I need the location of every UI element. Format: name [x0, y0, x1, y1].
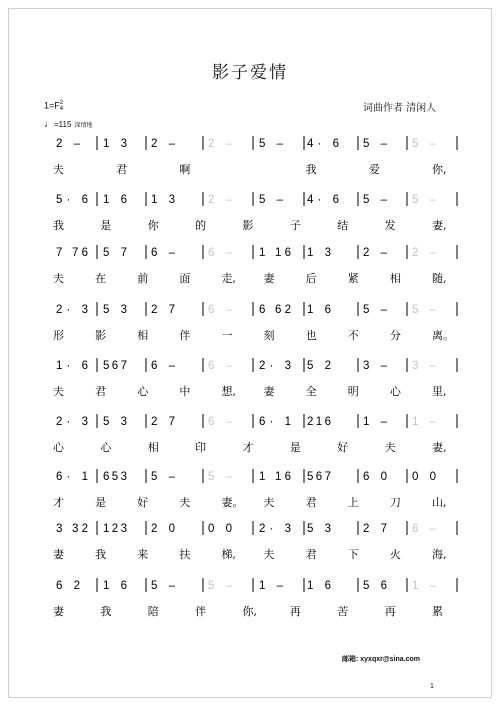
note-group: 1 – [363, 416, 387, 428]
lyric-char: 影 [242, 219, 254, 232]
lyric-char: 君 [305, 496, 317, 509]
lyric-char: 刻 [263, 329, 275, 342]
note-group: 653 [103, 471, 127, 483]
note-group: 1 16 [259, 471, 291, 483]
lyric-char: 明 [347, 385, 359, 398]
lyric-char: 影 [95, 329, 107, 342]
note-group: 2 7 [151, 416, 175, 428]
note-group: 6 0 [363, 471, 387, 483]
note-group: 5 – [363, 194, 387, 206]
lyric-char: 面 [179, 272, 191, 285]
note-group: 2· 3 [56, 304, 88, 316]
lyric-char: 伴 [179, 329, 191, 342]
lyric-char: 前 [137, 272, 149, 285]
lyric-char: 你, [432, 163, 447, 176]
note-group: 2 – [56, 138, 80, 150]
lyric-char: 好 [137, 496, 149, 509]
tempo-mood: 深情地 [74, 123, 93, 129]
lyric-char: 我 [53, 219, 64, 232]
lyric-char: 伴 [195, 605, 207, 618]
lyric-char: 在 [95, 272, 107, 285]
note-group: 2 – [208, 138, 232, 150]
note-group: 5 – [412, 194, 436, 206]
lyric-char: 是 [100, 219, 112, 232]
lyric-char: 相 [389, 272, 401, 285]
song-title: 影子爱情 [212, 63, 288, 83]
lyric-char: 夫 [384, 441, 396, 454]
lyric-char: 后 [305, 272, 317, 285]
lyric-char: 下 [347, 548, 359, 561]
note-group: 3 – [412, 360, 436, 372]
note-group: 1 6 [103, 194, 127, 206]
lyric-char: 中 [179, 385, 191, 398]
lyric-char: 再 [384, 605, 396, 618]
note-group: 2 7 [363, 523, 387, 535]
note-group: 5 2 [307, 360, 331, 372]
note-group: 7 76 [56, 247, 88, 259]
lyric-char: 分 [389, 329, 401, 342]
lyric-char: 里, [432, 385, 447, 398]
note-group: 6 2 [56, 580, 80, 592]
note-group: 3 – [363, 360, 387, 372]
note-group: 1 6 [307, 580, 331, 592]
lyric-char: 我 [100, 605, 112, 618]
lyric-char: 是 [289, 441, 301, 454]
note-group: 5 – [412, 304, 436, 316]
lyric-char: 刀 [389, 496, 401, 509]
lyric-char: 妻 [263, 272, 275, 285]
note-group: 1 – [412, 580, 436, 592]
note-group: 2 – [363, 247, 387, 259]
lyric-char: 形 [53, 329, 64, 342]
lyric-char: 妻 [53, 548, 64, 561]
note-group: 1 3 [103, 138, 127, 150]
note-group: 6 – [412, 523, 436, 535]
note-group: 5· 6 [56, 194, 88, 206]
note-group: 1 – [259, 580, 283, 592]
note-group: 5 – [208, 580, 232, 592]
note-group: 5 – [151, 580, 175, 592]
note-group: 5 7 [103, 247, 127, 259]
lyric-char: 山, [432, 496, 447, 509]
lyric-char: 夫 [53, 272, 64, 285]
lyric-char: 是 [95, 496, 107, 509]
lyric-char: 来 [137, 548, 149, 561]
composer-credit: 词曲作者 清闲人 [363, 103, 437, 114]
tempo-value: =115 [54, 120, 72, 129]
lyric-char: 海, [432, 548, 447, 561]
note-group: 6 – [208, 360, 232, 372]
lyric-char: 不 [347, 329, 359, 342]
note-group: 5 – [412, 138, 436, 150]
note-group: 6 – [151, 360, 175, 372]
lyric-char: 好 [337, 441, 349, 454]
note-group: 1 16 [259, 247, 291, 259]
note-group: 567 [307, 471, 331, 483]
lyric-char: 也 [305, 329, 317, 342]
note-group: 4· 6 [307, 194, 339, 206]
lyric-char: 才 [53, 496, 64, 509]
note-group: 5 – [363, 304, 387, 316]
key-prefix: 1=F [44, 100, 60, 111]
note-group: 2 – [208, 194, 232, 206]
lyric-char: 苦 [337, 605, 349, 618]
note-group: 2 0 [151, 523, 175, 535]
page-number: 1 [430, 683, 434, 690]
contact-email: 邮箱: xyxqxr@sina.com [342, 656, 421, 663]
lyric-char: 妻, [432, 441, 447, 454]
note-group: 216 [307, 416, 331, 428]
note-group: 5 6 [363, 580, 387, 592]
lyric-char: 心 [137, 385, 149, 398]
note-group: 6 – [208, 247, 232, 259]
lyric-char: 再 [289, 605, 301, 618]
lyric-char: 才 [242, 441, 254, 454]
lyric-char: 想, [221, 385, 236, 398]
note-group: 1 6 [103, 580, 127, 592]
lyric-char: 啊 [179, 163, 191, 176]
note-group: 0 0 [412, 471, 436, 483]
note-group: 2· 3 [259, 523, 291, 535]
lyric-char: 我 [95, 548, 107, 561]
lyric-char: 相 [137, 329, 149, 342]
note-group: 2· 3 [56, 416, 88, 428]
note-group: 3 32 [56, 523, 88, 535]
note-group: 0 0 [208, 523, 232, 535]
lyric-char: 随, [432, 272, 447, 285]
note-group: 5 3 [103, 416, 127, 428]
lyric-char: 妻 [263, 385, 275, 398]
lyric-char: 我 [305, 163, 317, 176]
note-group: 2· 3 [259, 360, 291, 372]
note-group: 1 3 [307, 247, 331, 259]
lyric-char: 心 [53, 441, 64, 454]
lyric-char: 紧 [347, 272, 359, 285]
lyric-char: 上 [347, 496, 359, 509]
note-group: 2 – [151, 138, 175, 150]
lyric-char: 君 [116, 163, 128, 176]
lyric-char: 结 [337, 219, 349, 232]
note-group: 1· 6 [56, 360, 88, 372]
lyric-char: 相 [147, 441, 159, 454]
time-numerator: 2 [59, 100, 64, 106]
note-group: 123 [103, 523, 127, 535]
lyric-char: 全 [305, 385, 317, 398]
note-group: 6 62 [259, 304, 291, 316]
note-group: 2 – [412, 247, 436, 259]
lyric-char: 妻 [53, 605, 64, 618]
note-group: 2 7 [151, 304, 175, 316]
lyric-char: 发 [384, 219, 396, 232]
lyric-char: 你 [147, 219, 159, 232]
lyric-char: 火 [389, 548, 401, 561]
lyric-char: 扶 [179, 548, 191, 561]
note-group: 567 [103, 360, 127, 372]
lyric-char: 夫 [53, 163, 64, 176]
lyric-char: 累 [432, 605, 443, 618]
note-group: 6 – [151, 247, 175, 259]
note-group: 5 – [151, 471, 175, 483]
lyric-char: 夫 [263, 548, 275, 561]
note-group: 5 3 [307, 523, 331, 535]
quarter-note-icon: ♩ [44, 119, 54, 130]
note-group: 5 – [363, 138, 387, 150]
note-group: 6· 1 [56, 471, 88, 483]
lyric-char: 走, [221, 272, 236, 285]
note-group: 6 – [208, 416, 232, 428]
lyric-char: 陪 [147, 605, 159, 618]
lyric-char: 妻。 [221, 496, 244, 509]
lyric-char: 夫 [53, 385, 64, 398]
note-group: 5 3 [103, 304, 127, 316]
lyric-char: 妻, [432, 219, 447, 232]
note-group: 1 – [412, 416, 436, 428]
lyric-char: 爱 [368, 163, 380, 176]
lyric-char: 你, [242, 605, 257, 618]
note-group: 5 – [208, 471, 232, 483]
lyric-char: 君 [95, 385, 107, 398]
lyric-char: 夫 [179, 496, 191, 509]
note-group: 5 – [259, 194, 283, 206]
note-group: 1 3 [151, 194, 175, 206]
lyric-char: 印 [195, 441, 207, 454]
note-group: 6· 1 [259, 416, 291, 428]
lyric-char: 离。 [432, 329, 454, 342]
lyric-char: 夫 [263, 496, 275, 509]
note-group: 5 – [259, 138, 283, 150]
lyric-char: 一 [221, 329, 233, 342]
note-group: 6 – [208, 304, 232, 316]
lyric-char: 梯, [221, 548, 236, 561]
time-denominator: 4 [59, 106, 64, 112]
lyric-char: 心 [100, 441, 112, 454]
lyric-char: 心 [389, 385, 401, 398]
lyric-char: 子 [289, 219, 301, 232]
lyric-char: 的 [195, 219, 207, 232]
note-group: 4· 6 [307, 138, 339, 150]
lyric-char: 君 [305, 548, 317, 561]
note-group: 1 6 [307, 304, 331, 316]
